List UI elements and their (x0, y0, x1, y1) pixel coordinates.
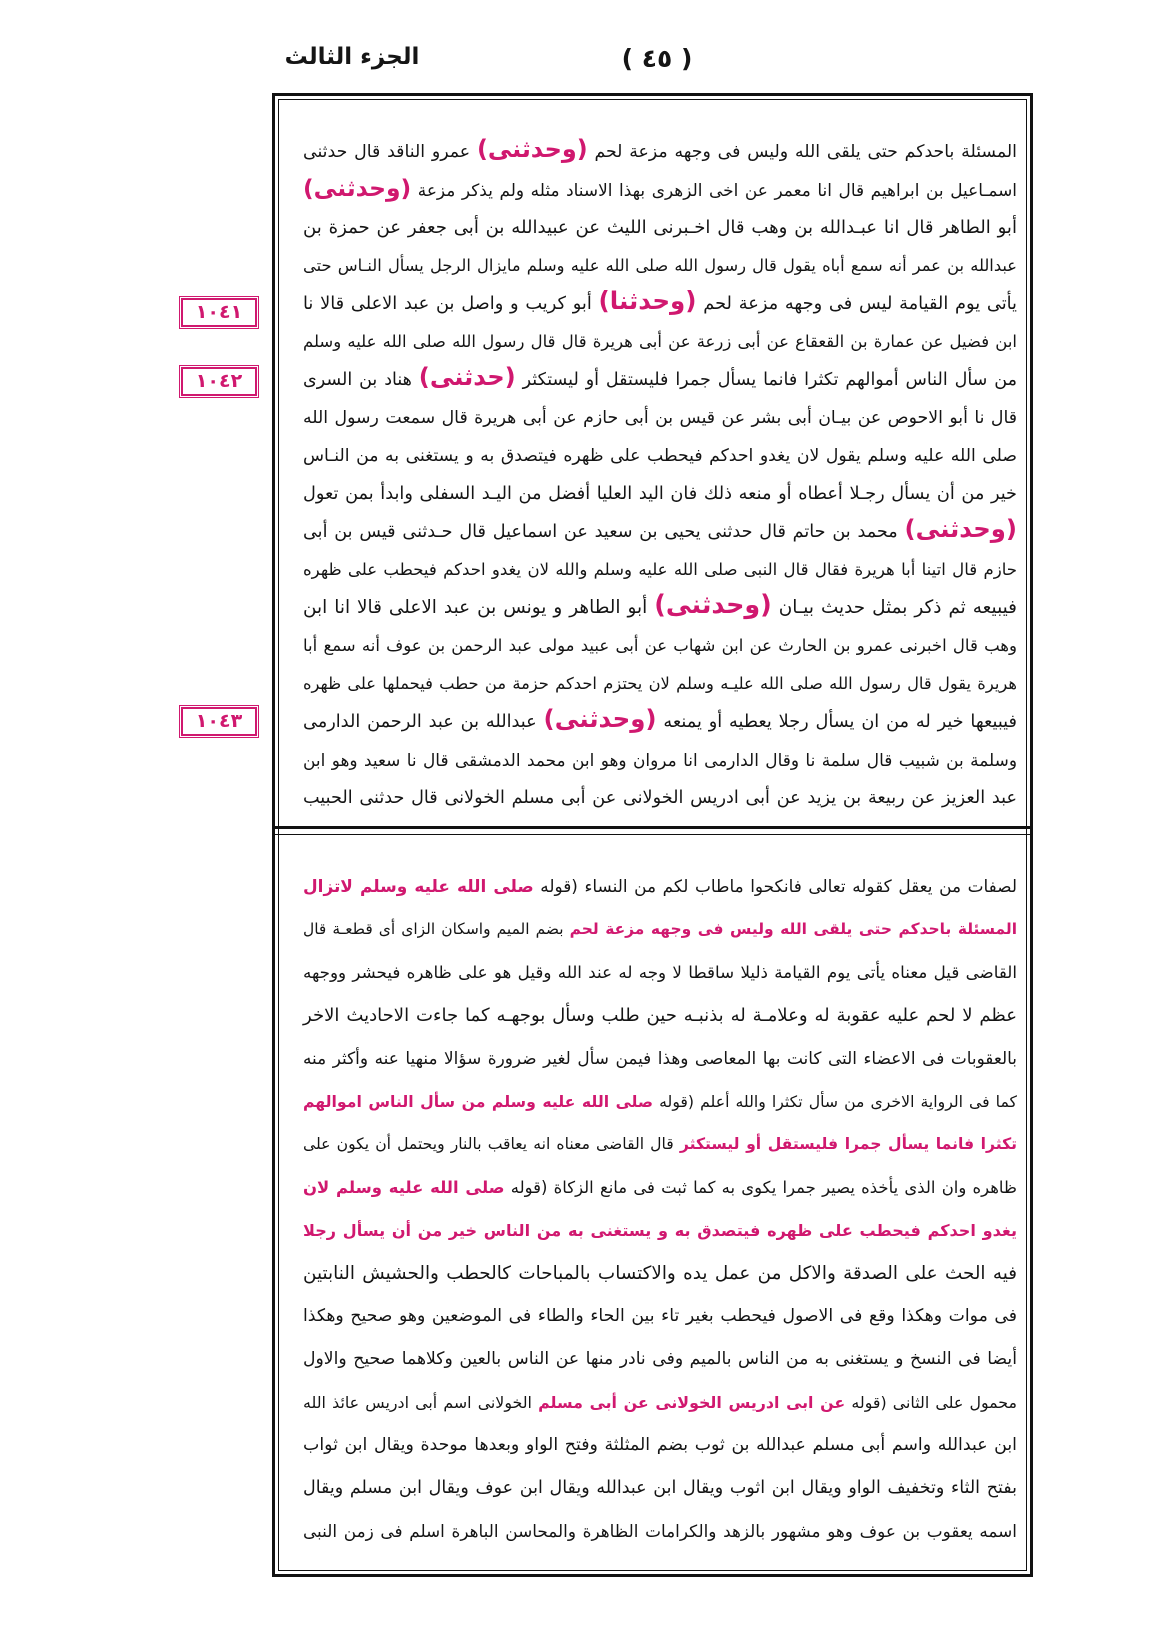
hadith-text: عبد العزيز عن ربيعة بن يزيد عن أبى ادريس الخولانى عن أبى مسلم الخولانى قال حدثنى الحبيب (303, 788, 1017, 808)
hadith-line (303, 247, 1017, 285)
page-number: ( ٤٥ ) (621, 44, 693, 73)
commentary-text: بفتح الثاء وتخفيف الواو ويقال ابن اثوب ويقال ابن عبدالله ويقال ابن عوف ويقال ابن مسلم ويقال (303, 1478, 1017, 1498)
commentary-text: القاضى قيل معناه يأتى يوم القيامة ذليلا ساقطا لا وجه له عند الله وقيل هو على ظاهره فيحشر ووجهه (303, 962, 1017, 982)
hadith-text: أبو الطاهر و يونس بن عبد الاعلى قالا انا ابن (303, 597, 648, 618)
quoted-hadith-highlight: المسئلة باحدكم حتى يلقى الله وليس فى وجهه مزعة لحم (569, 920, 1017, 938)
hadith-text: المسئلة باحدكم حتى يلقى الله وليس فى وجهه مزعة لحم (594, 142, 1017, 162)
hadith-line (303, 551, 1017, 589)
hadith-text: ابن فضيل عن عمارة بن القعقاع عن أبى زرعة عن أبى هريرة قال قال رسول الله صلى الله عليه وسلم (303, 332, 1017, 351)
hadith-text: قال نا أبو الاحوص عن بيـان أبى بشر عن قيس بن أبى حازم عن أبى هريرة قال سمعت رسول الله (303, 408, 1017, 428)
commentary-text: ظاهره وان الذى يأخذه يصير جمرا يكوى به كما ثبت فى مانع الزكاة (قوله (510, 1178, 1017, 1197)
quoted-hadith-highlight: صلى الله عليه وسلم من سأل الناس اموالهم (303, 1092, 654, 1111)
quoted-hadith-highlight: صلى الله عليه وسلم لان (303, 1178, 505, 1197)
commentary-line (303, 1037, 1017, 1080)
hadith-line (303, 665, 1017, 703)
narration-marker: (وحدثنى) (476, 135, 588, 163)
hadith-line (303, 513, 1017, 551)
volume-title: الجزء الثالث (284, 44, 420, 70)
hadith-number-badge: ١٠٤١ (181, 298, 257, 327)
hadith-text: وسلمة بن شبيب قال سلمة نا وقال الدارمى انا مروان وهو ابن محمد الدمشقى قال نا سعيد وهو ابن (303, 750, 1017, 770)
section-divider (275, 826, 1030, 835)
commentary-line (303, 951, 1017, 994)
quoted-hadith-highlight: صلى الله عليه وسلم لاتزال (303, 876, 534, 896)
hadith-text: عبدالله بن عبد الرحمن الدارمى (303, 712, 537, 732)
hadith-line (303, 589, 1017, 627)
quoted-hadith-highlight: يغدو احدكم فيحطب على ظهره فيتصدق به و يستغنى به من الناس خير من أن يسأل رجلا (303, 1221, 1017, 1240)
hadith-line (303, 399, 1017, 437)
commentary-text: كما فى الرواية الاخرى من سأل تكثرا والله أعلم (قوله (659, 1092, 1017, 1111)
narration-marker: (وحدثنى) (303, 174, 412, 202)
hadith-text: صلى الله عليه وسلم يقول لان يغدو احدكم فيحطب على ظهره فيتصدق به و يستغنى به من النـاس (303, 446, 1017, 466)
commentary-line (303, 1166, 1017, 1209)
commentary-text: الخولانى اسم أبى ادريس عائذ الله (303, 1393, 532, 1412)
commentary-line (303, 994, 1017, 1037)
hadith-line (303, 741, 1017, 779)
commentary-line (303, 865, 1017, 908)
hadith-number-badge: ١٠٤٣ (181, 707, 257, 736)
commentary-text: قال القاضى معناه انه يعاقب بالنار ويحتمل أن يكون على (303, 1135, 674, 1153)
commentary-text: ابن عبدالله واسم أبى مسلم عبدالله بن ثوب بضم المثلثة وفتح الواو وبعدها موحدة ويقال ابن ثواب (303, 1435, 1017, 1455)
narration-marker: (وحدثنا) (598, 286, 697, 315)
hadith-text: عبدالله بن عمر أنه سمع أباه يقول قال رسول الله صلى الله عليه وسلم مايزال الرجل يسأل النـاس حتى (303, 256, 1017, 275)
hadith-text: هريرة يقول قال رسول الله صلى الله عليـه وسلم لان يحتزم احدكم حزمة من حطب فيحملها على ظهره (303, 674, 1017, 693)
hadith-text: حازم قال اتينا أبا هريرة فقال قال النبى صلى الله عليه وسلم والله لان يغدو احدكم فيحطب على ظهره (303, 560, 1017, 579)
narration-marker: (وحدثنى) (543, 704, 657, 733)
hadith-text: فيبيعها خير له من ان يسأل رجلا يعطيه أو يمنعه (663, 712, 1017, 732)
commentary-line (303, 1424, 1017, 1467)
hadith-line (303, 133, 1017, 171)
commentary-text-block (303, 865, 1017, 1553)
commentary-text: بالعقوبات فى الاعضاء التى كانت بها المعاصى وهذا فيمن سأل لغير ضرورة سؤالا منهيا عنه وأكثر منه (303, 1048, 1017, 1068)
hadith-line (303, 703, 1017, 741)
hadith-text: خير من أن يسأل رجـلا أعطاه أو منعه ذلك فان اليد العليا أفضل من اليـد السفلى وابدأ بمن تعول (303, 484, 1017, 504)
commentary-text: عظم لا لحم عليه عقوبة له وعلامـة له بذنبـه حين طلب وسأل بوجهـه كما جاءت الاحاديث الاخر (303, 1005, 1017, 1026)
hadith-text: محمد بن حاتم قال حدثنى يحيى بن سعيد عن اسماعيل قال حـدثنى قيس بن أبى (303, 522, 898, 542)
hadith-text: هناد بن السرى (303, 370, 412, 390)
hadith-text: وهب قال اخبرنى عمرو بن الحارث عن ابن شهاب عن أبى عبيد مولى عبد الرحمن بن عوف أنه سمع أبا (303, 636, 1017, 655)
quoted-hadith-highlight: عن ابى ادريس الخولانى عن أبى مسلم (538, 1393, 846, 1412)
narration-marker: (وحدثنى) (654, 589, 772, 619)
hadith-line (303, 475, 1017, 513)
hadith-line (303, 779, 1017, 817)
commentary-line (303, 1467, 1017, 1510)
commentary-text: فيه الحث على الصدقة والاكل من عمل يده والاكتساب بالمباحات كالحطب والحشيش النابتين (303, 1263, 1017, 1284)
commentary-line (303, 1080, 1017, 1123)
commentary-line (303, 1510, 1017, 1553)
commentary-line (303, 1252, 1017, 1295)
hadith-text-block (303, 133, 1017, 817)
commentary-line (303, 1123, 1017, 1166)
commentary-text: لصفات من يعقل كقوله تعالى فانكحوا ماطاب لكم من النساء (قوله (540, 876, 1017, 896)
commentary-line (303, 1295, 1017, 1338)
hadith-line (303, 437, 1017, 475)
hadith-line (303, 209, 1017, 247)
commentary-text: اسمه يعقوب بن عوف وهو مشهور بالزهد والكرامات الظاهرة والمحاسن الباهرة اسلم فى زمن النبى (303, 1521, 1017, 1541)
hadith-line (303, 323, 1017, 361)
hadith-text: اسمـاعيل بن ابراهيم قال انا معمر عن اخى الزهرى بهذا الاسناد مثله ولم يذكر مزعة (417, 180, 1017, 200)
commentary-line (303, 908, 1017, 951)
hadith-line (303, 285, 1017, 323)
hadith-text: فيبيعه ثم ذكر بمثل حديث بيـان (778, 597, 1017, 618)
commentary-text: فى موات وهكذا وقع فى الاصول فيحطب بغير تاء بين الحاء والطاء فى الموضعين وهو صحيح وهكذا (303, 1306, 1017, 1326)
hadith-text: يأتى يوم القيامة ليس فى وجهه مزعة لحم (703, 293, 1017, 314)
commentary-line (303, 1209, 1017, 1252)
hadith-line (303, 627, 1017, 665)
hadith-text: من سأل الناس أموالهم تكثرا فانما يسأل جمرا فليستقل أو ليستكثر (522, 370, 1017, 390)
narration-marker: (حدثنى) (418, 363, 516, 391)
hadith-number-badge: ١٠٤٢ (181, 367, 257, 396)
commentary-line (303, 1338, 1017, 1381)
hadith-line (303, 171, 1017, 209)
hadith-text: عمرو الناقد قال حدثنى (303, 142, 471, 162)
narration-marker: (وحدثنى) (904, 514, 1017, 543)
commentary-text: محمول على الثانى (قوله (851, 1393, 1017, 1412)
commentary-line (303, 1381, 1017, 1424)
hadith-text: أبو الطاهر قال انا عبـدالله بن وهب قال اخـبرنى الليث عن عبيدالله بن أبى جعفر عن حمزة بن (303, 217, 1017, 238)
quoted-hadith-highlight: تكثرا فانما يسأل جمرا فليستقل أو ليستكثر (679, 1135, 1018, 1153)
commentary-text: أيضا فى النسخ و يستغنى به من الناس بالميم وفى نادر منها عن الناس بالعين وكلاهما صحيح والاول (303, 1349, 1017, 1369)
hadith-text: أبو كريب و واصل بن عبد الاعلى قالا نا (303, 293, 592, 314)
commentary-text: بضم الميم واسكان الزاى أى قطعـة قال (303, 920, 564, 938)
hadith-line (303, 361, 1017, 399)
